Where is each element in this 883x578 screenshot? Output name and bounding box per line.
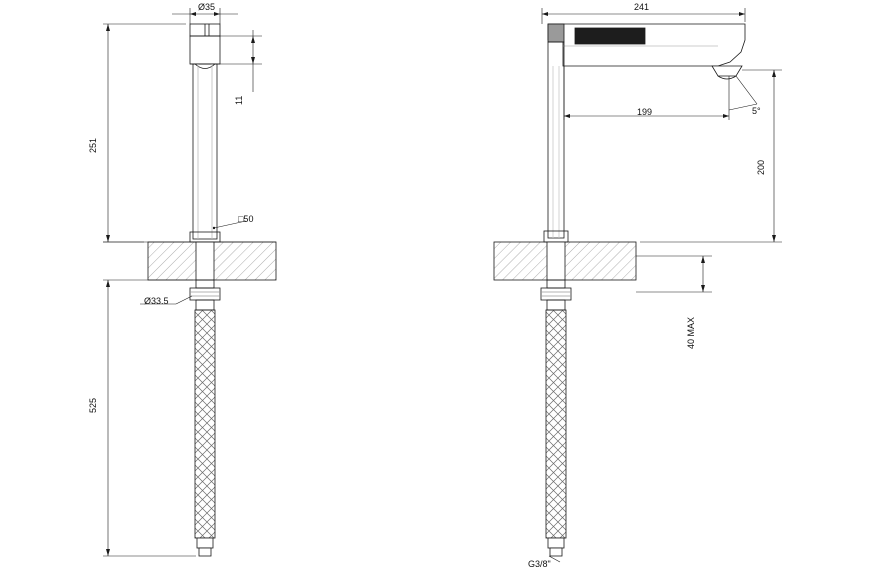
side-spout-arm: [548, 24, 745, 79]
front-column: [193, 64, 217, 239]
label-front-nut-diameter: Ø33.5: [144, 296, 169, 306]
side-flex-hose: [546, 310, 566, 556]
label-side-reach-inner: 199: [637, 107, 653, 117]
side-base: [544, 231, 568, 242]
side-shank-nut: [541, 280, 571, 310]
label-front-column-height: 251: [88, 137, 98, 153]
front-shank-nut: [190, 280, 220, 310]
front-flex-hose: [195, 310, 215, 556]
side-deck: [494, 242, 636, 280]
label-side-angle: 5°: [752, 106, 761, 116]
front-dim-head-height: [220, 30, 262, 92]
side-dim-outlet-height: [640, 70, 782, 242]
label-front-diameter-top: Ø35: [198, 2, 216, 12]
label-front-base-square: □50: [238, 214, 254, 224]
front-dim-column-height: [103, 24, 186, 242]
label-front-head-height: 11: [234, 95, 244, 105]
side-dim-angle: [729, 76, 757, 110]
label-side-outlet-height: 200: [756, 159, 766, 175]
side-dim-deck-thickness: [636, 256, 712, 292]
front-spout-head: [190, 24, 220, 69]
front-dim-hose-length: [103, 280, 196, 556]
front-deck: [148, 242, 276, 280]
label-side-thread: G3/8": [528, 559, 551, 569]
label-front-hose-length: 525: [88, 397, 98, 413]
side-column: [548, 42, 564, 238]
front-base: [190, 232, 220, 242]
label-side-deck-thickness: 40 MAX: [686, 316, 696, 349]
label-side-reach-total: 241: [634, 2, 650, 12]
